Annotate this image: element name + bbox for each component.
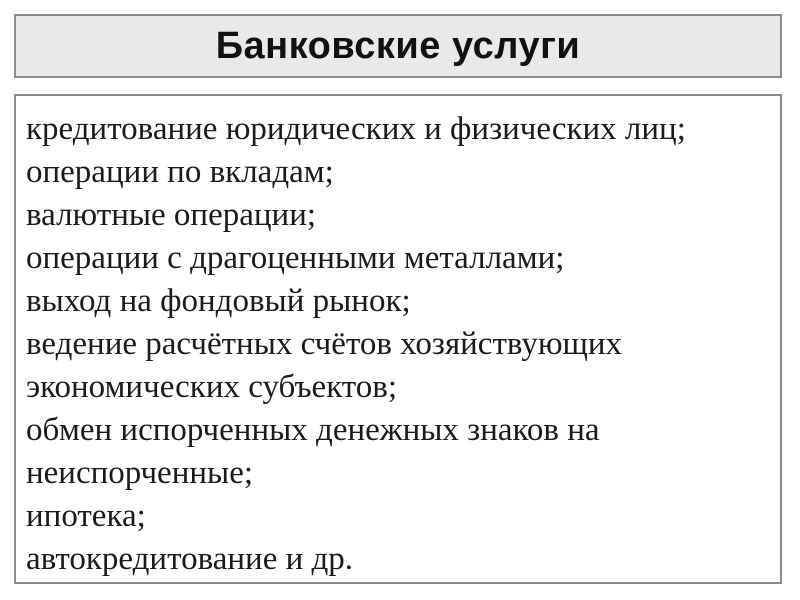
list-item: выход на фондовый рынок; xyxy=(26,283,411,319)
slide-title: Банковские услуги xyxy=(215,24,581,67)
list-item: кредитование юридических и физических лиц; xyxy=(26,111,686,147)
list-item: операции с драгоценными металлами; xyxy=(26,240,565,276)
list-item: валютные операции; xyxy=(26,197,317,233)
list-item: ипотека; xyxy=(26,498,146,534)
title-box xyxy=(14,14,782,78)
services-box xyxy=(14,94,782,584)
list-item: ведение расчётных счётов хозяйствующих экономических субъектов; xyxy=(26,326,623,405)
services-list xyxy=(26,108,770,581)
list-item: обмен испорченных денежных знаков на неиспорченные; xyxy=(26,412,600,491)
list-item: автокредитование и др. xyxy=(26,541,354,577)
list-item: операции по вкладам; xyxy=(26,154,334,190)
